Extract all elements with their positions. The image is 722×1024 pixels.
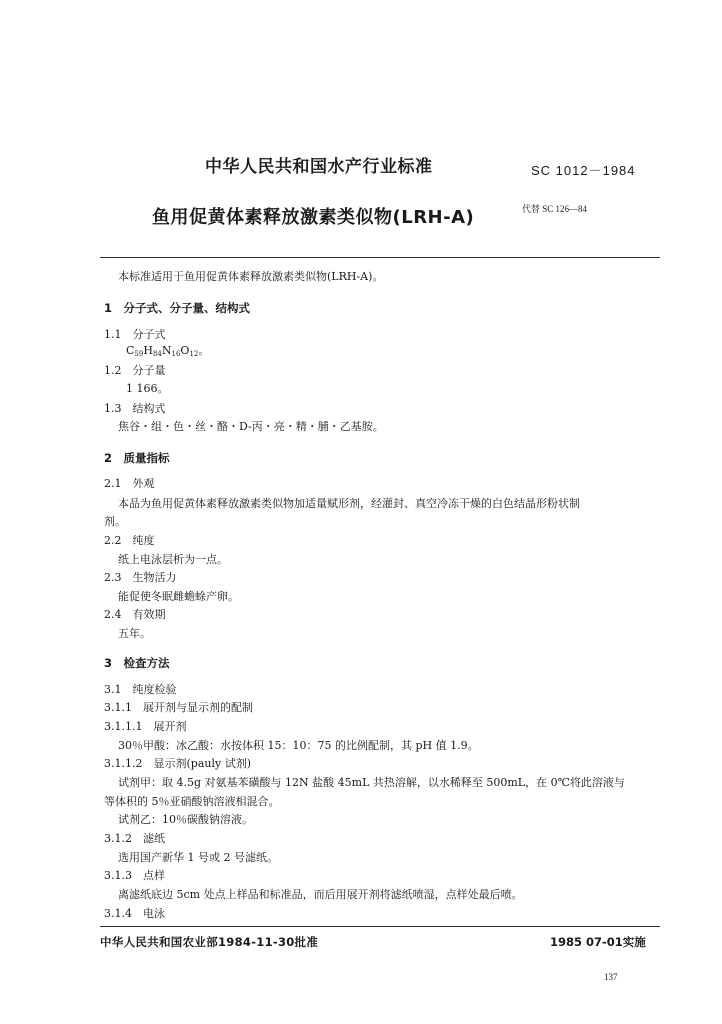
org-title: 中华人民共和国水产行业标准 bbox=[205, 157, 433, 177]
formula-h-count: 84 bbox=[152, 350, 162, 358]
section-2-2-heading: 2.2 纯度 bbox=[104, 534, 155, 547]
section-3-1-1-1-heading: 3.1.1.1 展开剂 bbox=[104, 720, 187, 733]
section-3-1-1-2-heading: 3.1.1.2 显示剂(pauly 试剂) bbox=[104, 757, 251, 770]
document-title: 鱼用促黄体素释放激素类似物(LRH-A) bbox=[152, 207, 475, 228]
implementation-date: 1985 07-01实施 bbox=[550, 935, 646, 949]
section-2-heading: 2 质量指标 bbox=[104, 451, 170, 465]
section-1-heading: 1 分子式、分子量、结构式 bbox=[104, 301, 251, 315]
replaces-note: 代替 SC 126—84 bbox=[522, 204, 588, 214]
appearance-line-1: 本品为鱼用促黄体素释放激素类似物加适量赋形剂，经灌封、真空冷冻干燥的白色结晶形粉状制 bbox=[118, 497, 580, 510]
reagent-b: 试剂乙：10％碳酸钠溶液。 bbox=[118, 813, 253, 826]
section-3-1-2-heading: 3.1.2 滤纸 bbox=[104, 832, 165, 845]
molecular-formula bbox=[126, 344, 209, 361]
filter-paper-value: 选用国产新华 1 号或 2 号滤纸。 bbox=[118, 851, 278, 864]
section-1-2-heading: 1.2 分子量 bbox=[104, 364, 166, 377]
reagent-a-line-2: 等体积的 5％亚硝酸钠溶液相混合。 bbox=[104, 795, 280, 808]
section-3-1-1-heading: 3.1.1 展开剂与显示剂的配制 bbox=[104, 701, 253, 714]
page-number: 137 bbox=[604, 972, 618, 982]
appearance-line-2: 剂。 bbox=[104, 515, 126, 528]
standard-number: SC 1012－1984 bbox=[531, 163, 636, 178]
intro-paragraph: 本标准适用于鱼用促黄体素释放激素类似物(LRH-A)。 bbox=[118, 270, 384, 283]
molecular-weight: 1 166。 bbox=[126, 382, 169, 395]
top-rule bbox=[100, 257, 660, 258]
bottom-rule bbox=[100, 926, 660, 927]
structural-formula: 焦谷・组・色・丝・酪・D-丙・亮・精・脯・乙基胺。 bbox=[118, 420, 384, 433]
section-2-3-heading: 2.3 生物活力 bbox=[104, 571, 177, 584]
reagent-a-line-1: 试剂甲：取 4.5g 对氨基苯磺酸与 12N 盐酸 45mL 共热溶解，以水稀释至 500mL，在 0℃将此溶液与 bbox=[118, 776, 625, 789]
section-2-4-heading: 2.4 有效期 bbox=[104, 608, 166, 621]
section-3-heading: 3 检查方法 bbox=[104, 656, 170, 670]
approval-note: 中华人民共和国农业部1984-11-30批准 bbox=[100, 935, 319, 949]
section-1-1-heading: 1.1 分子式 bbox=[104, 328, 166, 341]
formula-c: C bbox=[126, 344, 135, 357]
spotting-value: 离滤纸底边 5cm 处点上样品和标准品，而后用展开剂将滤纸喷湿，点样处最后喷。 bbox=[118, 888, 523, 901]
section-2-1-heading: 2.1 外观 bbox=[104, 477, 155, 490]
shelf-life-value: 五年。 bbox=[118, 627, 151, 640]
purity-value: 纸上电泳层析为一点。 bbox=[118, 553, 228, 566]
bio-activity-value: 能促使冬眠雌蟾蜍产卵。 bbox=[118, 590, 239, 603]
formula-o-count: 12 bbox=[189, 350, 199, 358]
formula-end: 。 bbox=[198, 344, 210, 357]
developer-recipe: 30％甲酸：冰乙酸：水按体积 15：10：75 的比例配制，其 pH 值 1.9。 bbox=[118, 739, 479, 752]
formula-n: N bbox=[161, 344, 172, 357]
formula-n-count: 16 bbox=[171, 350, 181, 358]
section-3-1-heading: 3.1 纯度检验 bbox=[104, 683, 177, 696]
formula-h: H bbox=[143, 344, 153, 357]
formula-o: O bbox=[180, 344, 190, 357]
section-1-3-heading: 1.3 结构式 bbox=[104, 402, 166, 415]
section-3-1-4-heading: 3.1.4 电泳 bbox=[104, 907, 165, 920]
section-3-1-3-heading: 3.1.3 点样 bbox=[104, 869, 165, 882]
formula-c-count: 59 bbox=[134, 350, 144, 358]
